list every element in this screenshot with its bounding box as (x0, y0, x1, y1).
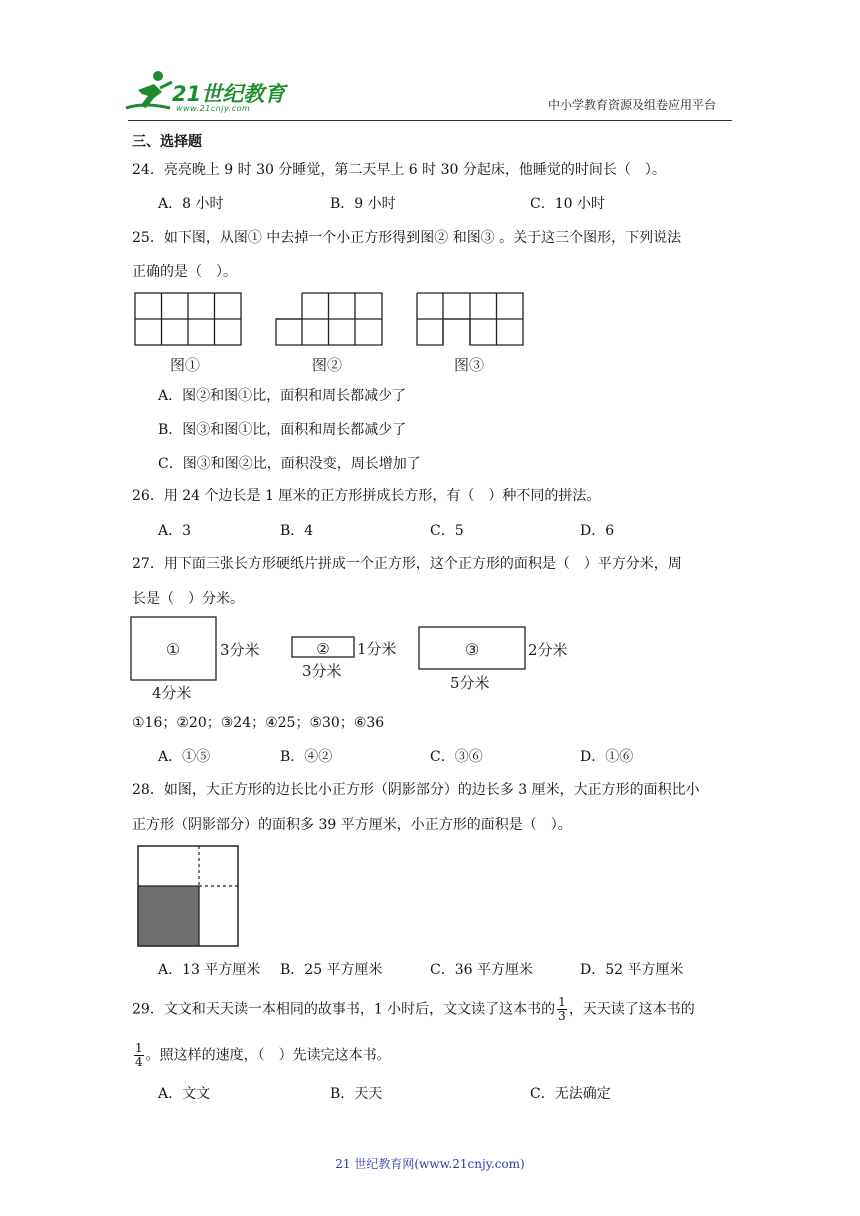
q29-frac1-num: 1 (558, 995, 566, 1009)
q25-figures (130, 288, 530, 378)
q25-option-a: A．图②和图①比，面积和周长都减少了 (158, 388, 407, 404)
q27-card-1-side: 3分米 (220, 641, 260, 659)
q25-figure-label-2: 图② (312, 356, 343, 374)
runner-logo-icon (124, 68, 176, 114)
q27-card-1-mark: ① (165, 640, 181, 659)
logo-text: 21世纪教育 (172, 82, 286, 106)
footer-text: 21 世纪教育网(www.21cnjy.com) (335, 1157, 525, 1171)
q29-option-a: A．文文 (158, 1086, 211, 1102)
q27-option-a: A．①⑤ (158, 749, 211, 765)
q25-option-c: C．图③和图②比，面积没变，周长增加了 (158, 456, 421, 472)
q27-figures (126, 612, 586, 704)
q25-figure-1 (135, 293, 241, 345)
q29-text-line1 (132, 996, 695, 1023)
q28-small-square-shaded (138, 886, 199, 946)
logo-url: www.21cnjy.com (176, 104, 251, 113)
q27-choices-line: ①16；②20；③24；④25；⑤30；⑥36 (132, 715, 385, 731)
q28-text-line2: 正方形（阴影部分）的面积多 39 平方厘米，小正方形的面积是（ ）。 (132, 817, 572, 833)
q28-option-a: A．13 平方厘米 (158, 962, 261, 978)
q29-text-part2: ，天天读了这本书的 (568, 1001, 695, 1018)
q27-card-2-bottom: 3分米 (302, 662, 342, 680)
q27-card-3-bottom: 5分米 (450, 674, 490, 692)
q26-text: 26．用 24 个边长是 1 厘米的正方形拼成长方形，有（ ）种不同的拼法。 (132, 488, 601, 504)
q27-card-2-mark: ② (316, 640, 330, 658)
q25-figure-2 (276, 293, 382, 345)
q28-figure (134, 842, 244, 952)
q27-text-line2: 长是（ ）分米。 (132, 591, 244, 607)
q25-text-line2: 正确的是（ ）。 (132, 264, 237, 280)
q29-text-part3: 。照这样的速度，（ ）先读完这本书。 (145, 1047, 391, 1064)
q29-text-part1: 29．文文和天天读一本相同的故事书，1 小时后，文文读了这本书的 (132, 1001, 556, 1018)
section-title: 三、选择题 (132, 134, 202, 150)
q29-frac2-den: 4 (135, 1055, 143, 1069)
q26-option-a: A．3 (158, 523, 192, 539)
q25-figure-label-1: 图① (170, 356, 201, 374)
q26-option-c: C．5 (430, 523, 464, 539)
q27-text-line1: 27．用下面三张长方形硬纸片拼成一个正方形，这个正方形的面积是（ ）平方分米，周 (132, 556, 682, 572)
q29-text-line2 (132, 1042, 391, 1069)
q27-option-b: B．④② (280, 749, 333, 765)
q28-text-line1: 28．如图，大正方形的边长比小正方形（阴影部分）的边长多 3 厘米，大正方形的面积比小 (132, 782, 700, 798)
q24-option-a: A．8 小时 (158, 196, 224, 212)
q27-card-3-side: 2分米 (528, 641, 568, 659)
q24-text: 24．亮亮晚上 9 时 30 分睡觉，第二天早上 6 时 30 分起床，他睡觉的时间长（ ）。 (132, 162, 666, 178)
header-right-text: 中小学教育资源及组卷应用平台 (548, 98, 717, 112)
q28-option-d: D．52 平方厘米 (580, 962, 684, 978)
q29-fraction-1 (557, 996, 567, 1023)
q27-option-d: D．①⑥ (580, 749, 634, 765)
q29-option-c: C．无法确定 (530, 1086, 611, 1102)
q27-card-2-side: 1分米 (357, 640, 397, 658)
q27-option-c: C．③⑥ (430, 749, 483, 765)
q25-figure-label-3: 图③ (454, 356, 485, 374)
q29-fraction-2 (134, 1042, 144, 1069)
q27-card-3-mark: ③ (464, 640, 480, 659)
q28-option-b: B．25 平方厘米 (280, 962, 383, 978)
q26-option-b: B．4 (280, 523, 314, 539)
q27-card-1-bottom: 4分米 (152, 684, 192, 702)
q26-option-d: D．6 (580, 523, 615, 539)
q24-option-b: B．9 小时 (330, 196, 396, 212)
q29-option-b: B．天天 (330, 1086, 383, 1102)
q25-text-line1: 25．如下图，从图① 中去掉一个小正方形得到图② 和图③ 。关于这三个图形，下列说法 (132, 230, 682, 246)
q25-figure-3 (417, 293, 523, 345)
header-divider (128, 120, 732, 121)
q28-option-c: C．36 平方厘米 (430, 962, 533, 978)
q24-option-c: C．10 小时 (530, 196, 605, 212)
q29-frac1-den: 3 (558, 1009, 566, 1023)
q25-option-b: B．图③和图①比，面积和周长都减少了 (158, 422, 407, 438)
q29-frac2-num: 1 (135, 1041, 143, 1055)
